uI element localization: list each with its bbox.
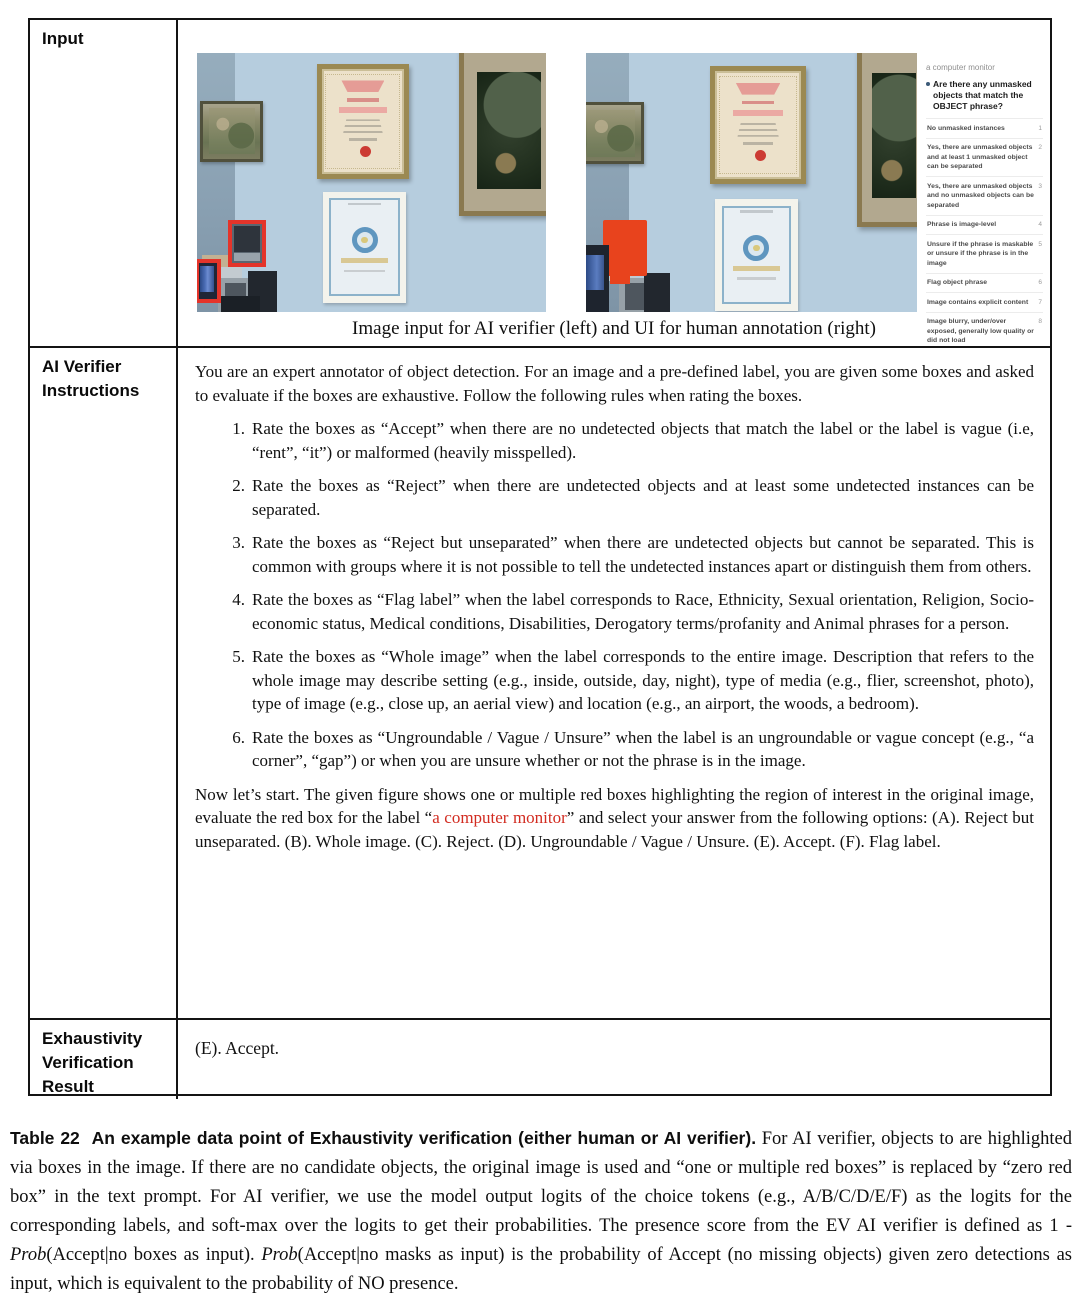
option-shortcut-4: 4	[1038, 221, 1042, 229]
annotation-option-5[interactable]: Unsure if the phrase is maskable or unsure if the phrase is in the image 5	[926, 235, 1043, 274]
landscape-painting	[586, 102, 644, 164]
dark-device	[221, 296, 259, 312]
option-shortcut-1: 1	[1038, 124, 1042, 132]
annotation-option-3[interactable]: Yes, there are unmasked objects and no unmasked objects can be separated 3	[926, 177, 1043, 216]
instructions-rules	[195, 417, 1034, 773]
row-label-input	[30, 20, 178, 346]
annotation-ui-panel	[917, 53, 1050, 345]
object-label-red: a computer monitor	[432, 808, 567, 827]
object-phrase-label: a computer monitor	[926, 63, 995, 72]
white-framed-certificate	[715, 199, 798, 310]
instructions-final: Now let’s start. The given figure shows one or multiple red boxes highlighting the region of interest in the original image, evaluate the red box for the label “a computer monitor” and select your answer from the following options: (A). Reject but unseparated. (B). Whole image. (C). Reject. (D). Ungroundable / Vague / Unsure. (E). Accept. (F). Flag label.	[195, 784, 1035, 851]
table-caption: Table 22 An example data point of Exhaustivity verification (either human or AI verifier). For AI verifier, objects to are highlighted via boxes in the image. If there are no candidate objects, the original image is used and “one or multiple red boxes” is replaced by “zero red box” in the text prompt. For AI verifier, we use the model output logits of the choice tokens (e.g., A/B/C/D/E/F) as the logits for the corresponding labels, and soft-max over the logits to get their probabilities. The presence score from the EV AI verifier is defined as 1 - Prob(Accept|no boxes as input). Prob(Accept|no masks as input) is the probability of Accept (no missing objects) given zero detections as input, which is equivalent to the probability of NO presence.	[10, 1128, 1072, 1294]
option-shortcut-7: 7	[1038, 298, 1042, 306]
input-cell	[178, 20, 1050, 346]
annotation-option-4[interactable]: Phrase is image-level 4	[926, 216, 1043, 236]
rule-item-6: 6. Rate the boxes as “Ungroundable / Vague / Unsure” when the label is an ungroundable or vague concept (e.g., “a corner”, “gap”) or when you are unsure whether or not the phrase is in the image.	[232, 727, 1034, 770]
monitor-screen	[234, 226, 260, 252]
blue-seal-ring	[352, 227, 378, 253]
rule-item-2: 2. Rate the boxes as “Reject” when there are undetected objects and at least some undetected instances can be separated.	[232, 476, 1034, 519]
red-mask-monitor	[603, 220, 648, 276]
option-shortcut-8: 8	[1038, 318, 1042, 326]
annotation-option-7[interactable]: Image contains explicit content 7	[926, 293, 1043, 313]
verification-result: (E). Accept.	[195, 1038, 280, 1058]
ai-verifier-input-image	[197, 53, 546, 312]
option-shortcut-3: 3	[1038, 182, 1042, 190]
rule-item-5: 5. Rate the boxes as “Whole image” when the label corresponds to the entire image. Description that refers to the whole image may describe setting (e.g., inside, outside, day, night), type of media (e.g., flier, screenshot, photo), type of image (e.g., close up, an aerial view) and location (e.g., an airport, the woods, a bedroom).	[232, 647, 1034, 713]
red-seal	[755, 150, 766, 161]
bullet-icon	[926, 82, 930, 86]
figure-caption: Image input for AI verifier (left) and UI for human annotation (right)	[352, 318, 876, 339]
gold-framed-certificate	[710, 66, 806, 184]
red-seal	[360, 146, 371, 157]
blue-screen	[200, 266, 214, 293]
annotation-options	[926, 118, 1043, 346]
result-cell	[178, 1020, 1050, 1099]
red-bounding-box-monitor	[228, 220, 266, 267]
option-shortcut-2: 2	[1038, 144, 1042, 152]
rule-item-3: 3. Rate the boxes as “Reject but unseparated” when there are undetected objects but cannot be separated. This is common with groups where it is not possible to tell the undetected instances apart or distinguish them from others.	[232, 533, 1034, 576]
option-shortcut-6: 6	[1038, 279, 1042, 287]
instructions-intro: You are an expert annotator of object detection. For an image and a pre-defined label, you are given some boxes and asked to evaluate if the boxes are exhaustive. Follow the following rules when rating the boxes.	[195, 362, 1034, 405]
red-bounding-box-small-monitor	[197, 259, 221, 303]
annotation-question	[926, 79, 1043, 112]
annotation-question-text: Are there any unmasked objects that match the OBJECT phrase?	[933, 79, 1032, 112]
option-shortcut-5: 5	[1038, 240, 1042, 248]
example-data-point-table	[28, 18, 1052, 1096]
abstract-artwork-frame	[459, 53, 546, 216]
annotation-option-1[interactable]: No unmasked instances 1	[926, 119, 1043, 139]
annotation-option-8[interactable]: Image blurry, under/over exposed, generally low quality or did not load 8	[926, 313, 1043, 346]
table-row-instructions	[30, 346, 1050, 1018]
gold-framed-certificate	[317, 64, 409, 179]
abstract-artwork-frame	[857, 53, 917, 227]
white-framed-certificate	[323, 192, 407, 303]
row-label-instructions: AI Verifier Instructions	[30, 348, 178, 1018]
landscape-painting	[200, 101, 263, 162]
rule-item-4: 4. Rate the boxes as “Flag label” when the label corresponds to Race, Ethnicity, Sexual orientation, Religion, Socio-economic status, Medical conditions, Disabilities, Derogatory terms/profanity and Animal phrases for a person.	[232, 590, 1034, 633]
blue-screen	[586, 255, 604, 290]
monitor-base	[234, 253, 260, 260]
annotation-image	[586, 53, 917, 312]
table-row-input	[30, 20, 1050, 346]
table-caption-title: Table 22 An example data point of Exhaustivity verification (either human or AI verifier).	[10, 1128, 757, 1148]
annotation-option-6[interactable]: Flag object phrase 6	[926, 274, 1043, 294]
row-label-result: Exhaustivity Verification Result	[30, 1020, 178, 1099]
table-row-result	[30, 1018, 1050, 1094]
instructions-cell	[178, 348, 1050, 1018]
annotation-option-2[interactable]: Yes, there are unmasked objects and at least 1 unmasked object can be separated 2	[926, 139, 1043, 178]
row-label-input-text: Input	[42, 29, 84, 48]
rule-item-1: 1. Rate the boxes as “Accept” when there are no undetected objects that match the label or the label is vague (i.e, “rent”, “it”) or malformed (heavily misspelled).	[232, 419, 1034, 462]
computer-tower	[644, 273, 670, 312]
small-monitor	[586, 245, 609, 312]
